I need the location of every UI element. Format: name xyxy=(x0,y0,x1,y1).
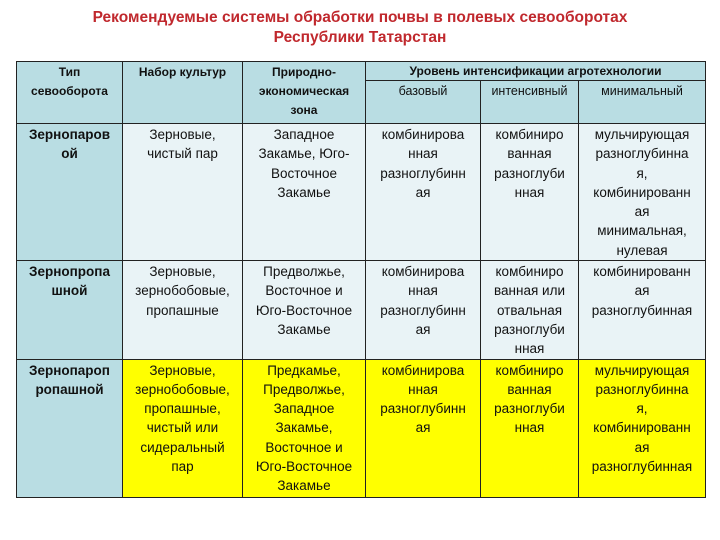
cell-type: Зернопароп ропашной xyxy=(17,359,123,497)
header-zone: Природно- экономическая зона xyxy=(243,62,366,124)
cell-crops: Зерновые, чистый пар xyxy=(123,124,243,261)
page-title: Рекомендуемые системы обработки почвы в полевых севооборотах Республики Татарстан xyxy=(92,9,628,46)
cell-zone: Предкамье, Предволжье, Западное Закамье, Восточное и Юго-Восточное Закамье xyxy=(243,359,366,497)
header-intensive: интенсивный xyxy=(481,81,579,124)
cell-type: Зернопаров ой xyxy=(17,124,123,261)
cell-basic: комбинирова нная разноглубинн ая xyxy=(366,124,481,261)
table-row xyxy=(17,359,706,497)
cell-intensive: комбиниро ванная разноглуби нная xyxy=(481,359,579,497)
tillage-systems-table xyxy=(16,61,706,498)
cell-zone: Предволжье, Восточное и Юго-Восточное Закамье xyxy=(243,261,366,359)
cell-crops: Зерновые, зернобобовые, пропашные, чистый или сидеральный пар xyxy=(123,359,243,497)
header-basic: базовый xyxy=(366,81,481,124)
table-row xyxy=(17,124,706,261)
header-level: Уровень интенсификации агротехнологии xyxy=(366,62,706,81)
cell-minimal: мульчирующая разноглубинна я, комбинированн ая разноглубинная xyxy=(579,359,706,497)
header-type: Тип севооборота xyxy=(17,62,123,124)
header-crops: Набор культур xyxy=(123,62,243,124)
table-row xyxy=(17,261,706,359)
cell-crops: Зерновые, зернобобовые, пропашные xyxy=(123,261,243,359)
cell-minimal: мульчирующая разноглубинна я, комбинированн ая минимальная, нулевая xyxy=(579,124,706,261)
cell-basic: комбинирова нная разноглубинн ая xyxy=(366,359,481,497)
cell-basic: комбинирова нная разноглубинн ая xyxy=(366,261,481,359)
cell-intensive: комбиниро ванная разноглуби нная xyxy=(481,124,579,261)
header-minimal: минимальный xyxy=(579,81,706,124)
cell-minimal: комбинированн ая разноглубинная xyxy=(579,261,706,359)
cell-type: Зернопропа шной xyxy=(17,261,123,359)
cell-zone: Западное Закамье, Юго- Восточное Закамье xyxy=(243,124,366,261)
cell-intensive: комбиниро ванная или отвальная разноглуби нная xyxy=(481,261,579,359)
